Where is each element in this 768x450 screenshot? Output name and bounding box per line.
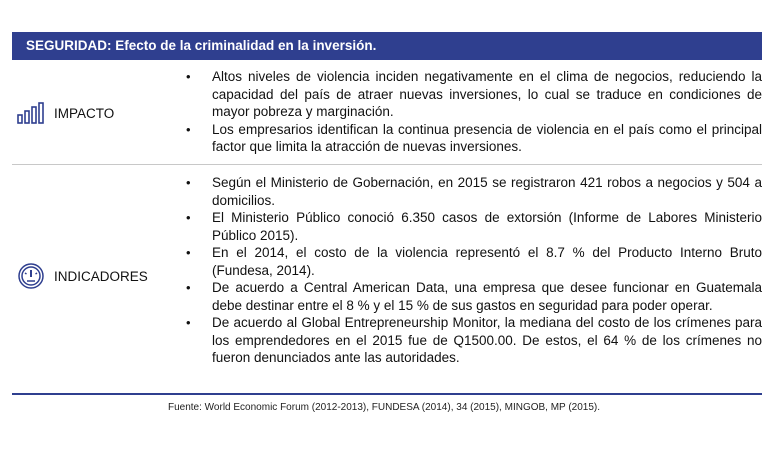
bullet-item: • De acuerdo al Global Entrepreneurship Monitor, la mediana del costo de los crímenes para los emprendedores en el 2015 fue de Q1500.00. De estos, el 64 % de los crímenes no fueron denunciados ante las autoridades.: [186, 314, 762, 367]
bullet-item: • Según el Ministerio de Gobernación, en 2015 se registraron 421 robos a negocios y 504 a domicilios.: [186, 174, 762, 209]
impacto-bullets: [186, 68, 762, 156]
bullet-item: • El Ministerio Público conoció 6.350 casos de extorsión (Informe de Labores Ministerio Público 2015).: [186, 209, 762, 244]
bullet-item: • De acuerdo a Central American Data, una empresa que desee funcionar en Guatemala debe destinar entre el 8 % y el 15 % de sus gastos en seguridad para poder operar.: [186, 279, 762, 314]
section-title: SEGURIDAD: Efecto de la criminalidad en la inversión.: [12, 32, 762, 60]
impacto-label: IMPACTO: [54, 105, 115, 121]
impacto-label-group: [17, 102, 114, 124]
bottom-divider: [12, 393, 762, 395]
impacto-row: [12, 62, 762, 164]
bullet-item: • En el 2014, el costo de la violencia representó el 8.7 % del Producto Interno Bruto (Fundesa, 2014).: [186, 244, 762, 279]
indicadores-label-group: [17, 262, 148, 290]
gauge-icon: [17, 262, 45, 290]
bullet-item: • Los empresarios identifican la continua presencia de violencia en el país como el principal factor que limita la atracción de nuevas inversiones.: [186, 121, 762, 156]
bar-chart-icon: [17, 102, 45, 124]
source-note: Fuente: World Economic Forum (2012-2013), FUNDESA (2014), 34 (2015), MINGOB, MP (2015).: [167, 402, 601, 413]
indicadores-label: INDICADORES: [54, 268, 148, 284]
row-divider: [12, 164, 762, 165]
indicadores-bullets: [186, 174, 762, 367]
indicadores-row: [12, 166, 762, 392]
bullet-item: • Altos niveles de violencia inciden negativamente en el clima de negocios, reduciendo la capacidad del país de atraer nuevas inversiones, lo cual se traduce en condiciones de mayor pobreza y marginación.: [186, 68, 762, 121]
